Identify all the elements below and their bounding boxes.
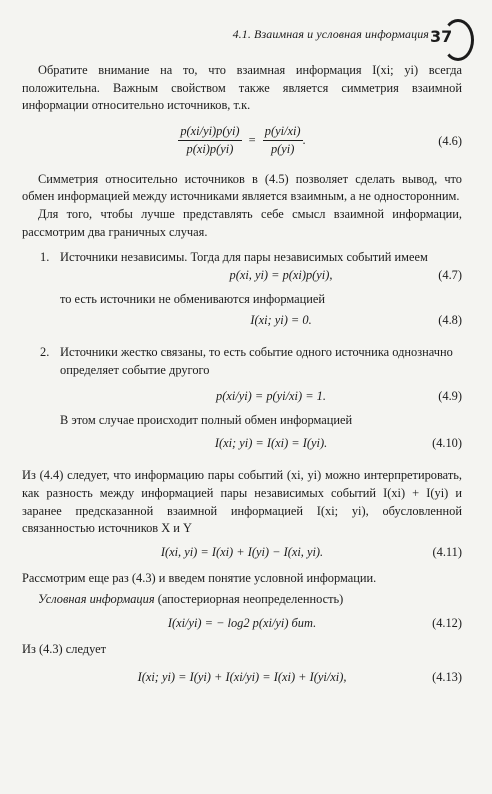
- eq49-formula: p(xi/yi) = p(yi/xi) = 1.: [216, 388, 326, 403]
- eq46-number: (4.6): [438, 133, 462, 148]
- eq411-number: (4.11): [432, 544, 462, 559]
- paragraph-symmetry-conclusion: Симметрия относительно источников в (4.5) позволяет сделать вывод, что обмен информацией между источниками является взаимным, а не односторонним.: [22, 171, 462, 204]
- list-item-text: Источники независимы. Тогда для пары независимых событий имеем: [60, 250, 428, 265]
- eq46-right-fraction: [263, 123, 303, 159]
- eq413-formula: I(xi; yi) = I(yi) + I(xi/yi) = I(xi) + I(yi/xi),: [137, 669, 347, 684]
- equation-4-11: [22, 544, 462, 570]
- eq413-number: (4.13): [432, 669, 462, 684]
- eq410-number: (4.10): [432, 436, 462, 451]
- eq48-formula: I(xi; yi) = 0.: [250, 313, 312, 328]
- equation-4-10: [60, 435, 462, 461]
- equation-4-9: [60, 388, 462, 412]
- paragraph-boundary-cases: Для того, чтобы лучше представлять себе смысл взаимной информации, рассмотрим два граничных случая.: [22, 207, 462, 239]
- list-item: [22, 249, 462, 338]
- eq410-formula: I(xi; yi) = I(xi) = I(yi).: [214, 436, 328, 451]
- equation-4-13: [22, 669, 462, 695]
- eq412-formula: I(xi/yi) = − log2 p(xi/yi) бит.: [167, 615, 317, 630]
- eq46-left-denominator: p(xi)p(yi): [186, 142, 234, 157]
- eq412-number: (4.12): [432, 615, 462, 630]
- list-item-number: 2.: [40, 345, 50, 360]
- eq46-left-numerator: p(xi/yi)p(yi): [178, 123, 241, 142]
- list-item-number: 1.: [40, 250, 50, 265]
- list-item-followup: то есть источники не обмениваются информацией: [60, 291, 326, 306]
- eq411-formula: I(xi, yi) = I(xi) + I(yi) − I(xi, yi).: [160, 544, 324, 559]
- paragraph-pair-information: Из (4.4) следует, что информацию пары событий (xi, yi) можно интерпретировать, как разность между информацией пары независимых событий I(xi) + I(yi) и заранее предсказанной взаимной информацией I(xi; yi), обусловленной связанностью источников X и Y: [22, 468, 462, 536]
- equation-4-12: [22, 615, 462, 641]
- paragraph-symmetry-intro: Обратите внимание на то, что взаимная информация I(xi; yi) всегда положительна. Важным свойством также является симметрия взаимной информации относительно источников, т.к.: [22, 63, 462, 113]
- boundary-cases-list: [22, 249, 462, 461]
- eq47-formula: p(xi, yi) = p(xi)p(yi),: [229, 267, 333, 282]
- list-item: [22, 344, 462, 461]
- paragraph-conditional-intro: Рассмотрим еще раз (4.3) и введем понятие условной информации.: [22, 570, 377, 585]
- paragraph-follows: Из (4.3) следует: [22, 641, 107, 656]
- eq46-right-numerator: p(yi/xi): [263, 123, 303, 142]
- eq48-number: (4.8): [438, 313, 462, 328]
- term-conditional-information: Условная информация: [38, 592, 155, 607]
- page-body: [22, 62, 462, 695]
- page-number: 37: [430, 27, 453, 46]
- eq49-number: (4.9): [438, 388, 462, 403]
- term-conditional-gloss: (апостериорная неопределенность): [154, 592, 344, 607]
- equation-4-8: [60, 312, 462, 338]
- list-item-followup: В этом случае происходит полный обмен информацией: [60, 412, 353, 427]
- paragraph-conditional-definition: [22, 591, 462, 609]
- equation-4-7: [60, 267, 462, 291]
- eq46-left-fraction: [178, 123, 241, 159]
- eq47-number: (4.7): [438, 267, 462, 282]
- eq46-right-denominator: p(yi): [270, 142, 295, 157]
- page-header: [0, 22, 492, 54]
- equation-4-6: $\frac{p(xi/yi)p(yi)}{p(xi)p(yi)}$ = $\frac{p(yi/xi)}{p(yi)}$ . (4.6): [22, 119, 462, 165]
- running-head: 4.1. Взаимная и условная информация: [232, 27, 429, 41]
- list-item-text: Источники жестко связаны, то есть событие одного источника однозначно определяет событие другого: [60, 345, 453, 378]
